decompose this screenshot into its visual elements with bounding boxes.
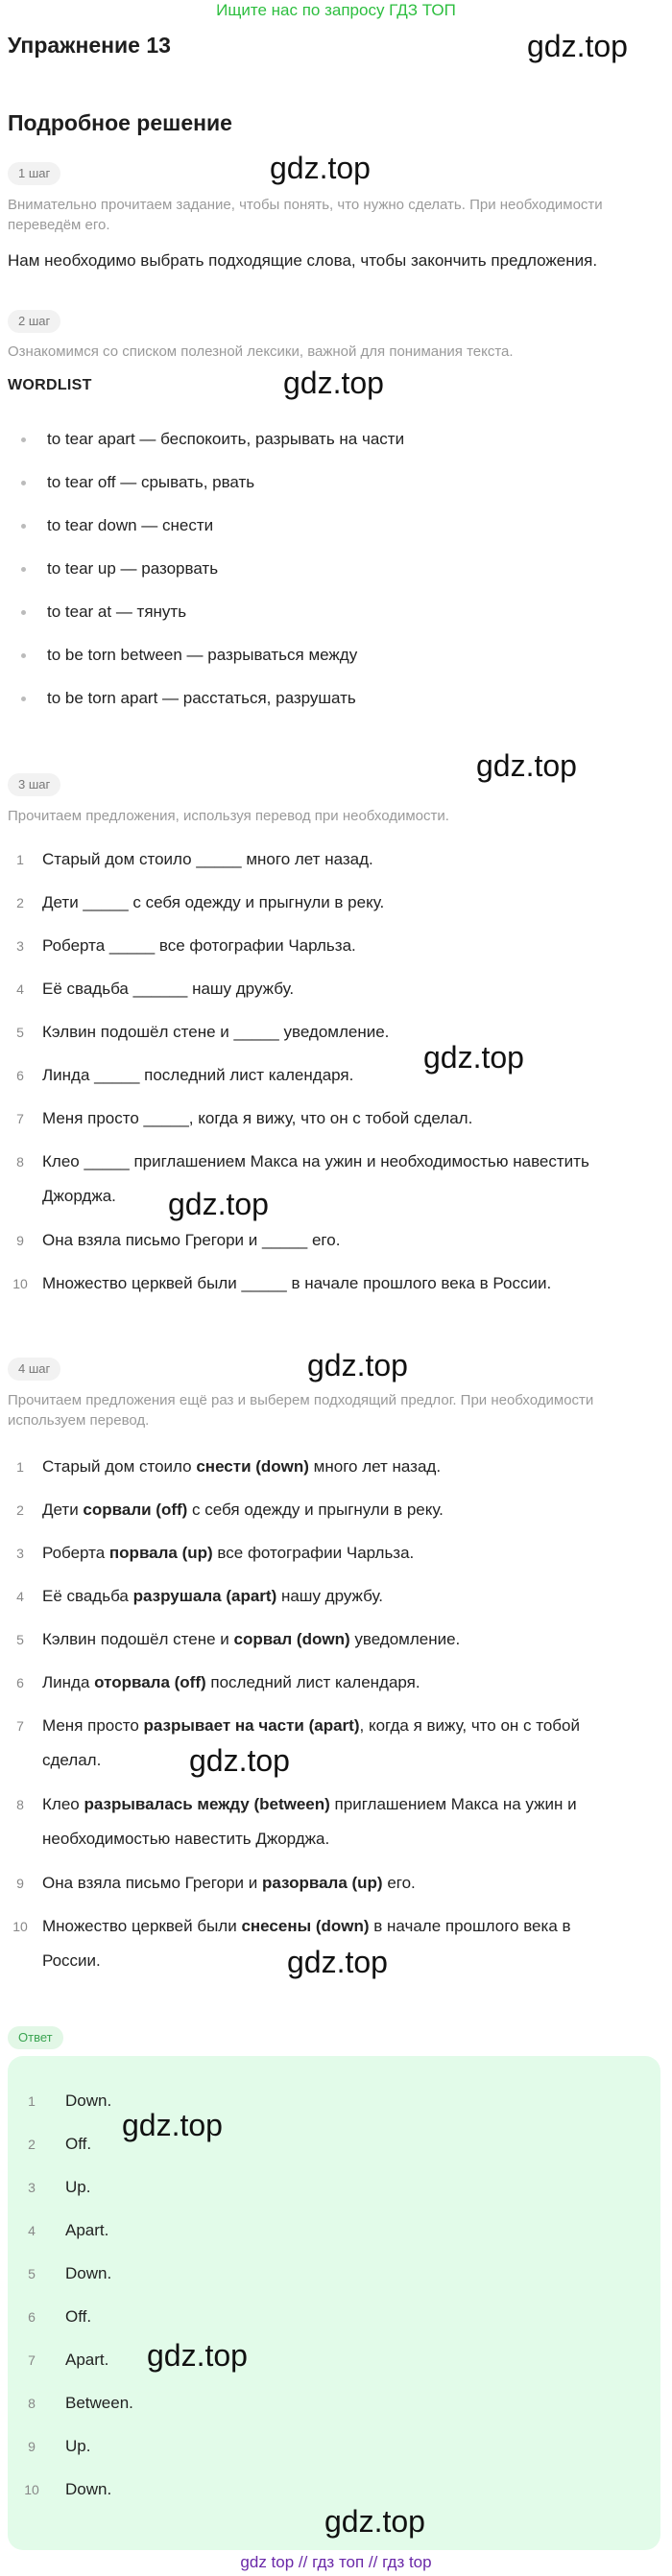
- item-number: 3: [28, 2180, 36, 2195]
- step-badge: 1 шаг: [8, 162, 60, 185]
- item-text: Меня просто разрывает на части (apart), когда я вижу, что он с тобой: [42, 1716, 580, 1735]
- item-text: Множество церквей были _____ в начале прошлого века в России.: [42, 1274, 552, 1292]
- watermark: gdz.top: [287, 1945, 388, 1979]
- item-number: 6: [16, 1068, 24, 1083]
- bullet-icon: [21, 610, 26, 615]
- step-note: Внимательно прочитаем задание, чтобы понять, что нужно сделать. При необходимости переведём его.: [8, 197, 603, 233]
- bullet-icon: [21, 437, 26, 442]
- item-number: 7: [28, 2352, 36, 2368]
- step-badge: 3 шаг: [8, 773, 60, 796]
- answer-text: Apart.: [65, 2221, 109, 2239]
- item-number: 7: [16, 1718, 24, 1734]
- answer-text: Between.: [65, 2394, 133, 2412]
- answer-box: [8, 2056, 660, 2550]
- step-note: Ознакомимся со списком полезной лексики, важной для понимания текста.: [8, 343, 514, 360]
- step-text: Нам необходимо выбрать подходящие слова, чтобы закончить предложения.: [8, 251, 598, 270]
- answer-text: Apart.: [65, 2351, 109, 2369]
- item-text: Её свадьба разрушала (apart) нашу дружбу.: [42, 1587, 383, 1605]
- item-text: Кэлвин подошёл стене и _____ уведомление.: [42, 1023, 390, 1041]
- watermark: gdz.top: [476, 748, 577, 783]
- wordlist-item-text: to be torn between — разрываться между: [47, 646, 358, 664]
- item-number: 9: [16, 1233, 24, 1248]
- item-number: 2: [16, 1502, 24, 1518]
- wordlist-item-text: to be torn apart — расстаться, разрушать: [47, 689, 356, 707]
- bullet-icon: [21, 697, 26, 701]
- item-text: Дети _____ с себя одежду и прыгнули в реку.: [42, 893, 385, 911]
- section-title: Подробное решение: [8, 110, 232, 135]
- answer-badge: Ответ: [8, 2026, 63, 2049]
- item-text: Она взяла письмо Грегори и разорвала (up) его.: [42, 1874, 416, 1892]
- watermark: gdz.top: [423, 1040, 524, 1075]
- item-number: 8: [16, 1154, 24, 1170]
- item-number: 5: [28, 2266, 36, 2281]
- wordlist-item-text: to tear up — разорвать: [47, 559, 219, 578]
- item-text: Клео разрывалась между (between) приглашением Макса на ужин и: [42, 1795, 577, 1813]
- answer-text: Off.: [65, 2307, 92, 2326]
- watermark: gdz.top: [189, 1743, 290, 1778]
- item-number: 3: [16, 938, 24, 954]
- wordlist-item-text: to tear down — снести: [47, 516, 214, 534]
- watermark: gdz.top: [122, 2108, 223, 2142]
- item-text: Линда оторвала (off) последний лист календаря.: [42, 1673, 420, 1691]
- answer-text: Up.: [65, 2437, 91, 2455]
- watermark: gdz.top: [324, 2504, 425, 2539]
- watermark: gdz.top: [270, 151, 371, 185]
- answer-text: Down.: [65, 2092, 112, 2110]
- item-number: 8: [28, 2396, 36, 2411]
- item-text: Кэлвин подошёл стене и сорвал (down) уведомление.: [42, 1630, 461, 1648]
- item-text: Линда _____ последний лист календаря.: [42, 1066, 354, 1084]
- item-number: 8: [16, 1797, 24, 1812]
- item-number: 9: [28, 2439, 36, 2454]
- item-number: 2: [16, 895, 24, 910]
- watermark: gdz.top: [307, 1348, 408, 1383]
- item-number: 4: [16, 981, 24, 997]
- bullet-icon: [21, 653, 26, 658]
- item-text: Роберта _____ все фотографии Чарльза.: [42, 936, 356, 955]
- item-text: Клео _____ приглашением Макса на ужин и необходимостью навестить: [42, 1152, 589, 1170]
- item-text: Старый дом стоило _____ много лет назад.: [42, 850, 373, 868]
- item-number: 5: [16, 1632, 24, 1647]
- item-text: Старый дом стоило снести (down) много лет назад.: [42, 1457, 442, 1476]
- item-number: 6: [28, 2309, 36, 2325]
- wordlist-item-text: to tear at — тянуть: [47, 603, 187, 621]
- item-number: 10: [12, 1276, 28, 1291]
- step-note: Прочитаем предложения ещё раз и выберем подходящий предлог. При необходимости используем перевод.: [8, 1392, 594, 1429]
- item-text: Дети сорвали (off) с себя одежду и прыгнули в реку.: [42, 1501, 444, 1519]
- item-number: 10: [24, 2482, 39, 2497]
- item-number: 7: [16, 1111, 24, 1126]
- item-number: 6: [16, 1675, 24, 1690]
- item-text: необходимостью навестить Джорджа.: [42, 1830, 330, 1848]
- watermark: gdz.top: [168, 1187, 269, 1221]
- item-number: 1: [16, 852, 24, 867]
- step-badge: 2 шаг: [8, 310, 60, 333]
- wordlist-item-text: to tear apart — беспокоить, разрывать на части: [47, 430, 405, 448]
- item-text: Её свадьба ______ нашу дружбу.: [42, 980, 295, 998]
- bullet-icon: [21, 567, 26, 572]
- search-banner[interactable]: Ищите нас по запросу ГДЗ ТОП: [216, 1, 456, 19]
- page-title: Упражнение 13: [8, 33, 171, 58]
- watermark: gdz.top: [283, 366, 384, 400]
- bullet-icon: [21, 524, 26, 529]
- wordlist-title: WORDLIST: [8, 377, 92, 393]
- answer-text: Down.: [65, 2480, 112, 2498]
- item-number: 1: [16, 1459, 24, 1475]
- item-number: 5: [16, 1025, 24, 1040]
- answer-text: Down.: [65, 2264, 112, 2282]
- item-number: 1: [28, 2093, 36, 2109]
- item-number: 10: [12, 1919, 28, 1934]
- item-text: Множество церквей были снесены (down) в начале прошлого века в: [42, 1917, 571, 1935]
- item-number: 4: [16, 1589, 24, 1604]
- bullet-icon: [21, 481, 26, 485]
- item-text: Джорджа.: [42, 1187, 116, 1205]
- item-number: 9: [16, 1876, 24, 1891]
- item-text: Меня просто _____, когда я вижу, что он с тобой сделал.: [42, 1109, 473, 1127]
- step-badge: 4 шаг: [8, 1358, 60, 1381]
- item-number: 4: [28, 2223, 36, 2238]
- watermark: gdz.top: [147, 2338, 248, 2373]
- item-number: 3: [16, 1546, 24, 1561]
- footer-links[interactable]: gdz top // гдз топ // гдз top: [240, 2553, 432, 2571]
- watermark: gdz.top: [527, 29, 628, 63]
- item-text: Роберта порвала (up) все фотографии Чарльза.: [42, 1544, 415, 1562]
- item-text: России.: [42, 1951, 101, 1970]
- wordlist-item-text: to tear off — срывать, рвать: [47, 473, 255, 491]
- step-note: Прочитаем предложения, используя перевод при необходимости.: [8, 808, 449, 824]
- answer-text: Off.: [65, 2135, 92, 2153]
- item-text: сделал.: [42, 1751, 102, 1769]
- item-number: 2: [28, 2137, 36, 2152]
- item-text: Она взяла письмо Грегори и _____ его.: [42, 1231, 341, 1249]
- answer-text: Up.: [65, 2178, 91, 2196]
